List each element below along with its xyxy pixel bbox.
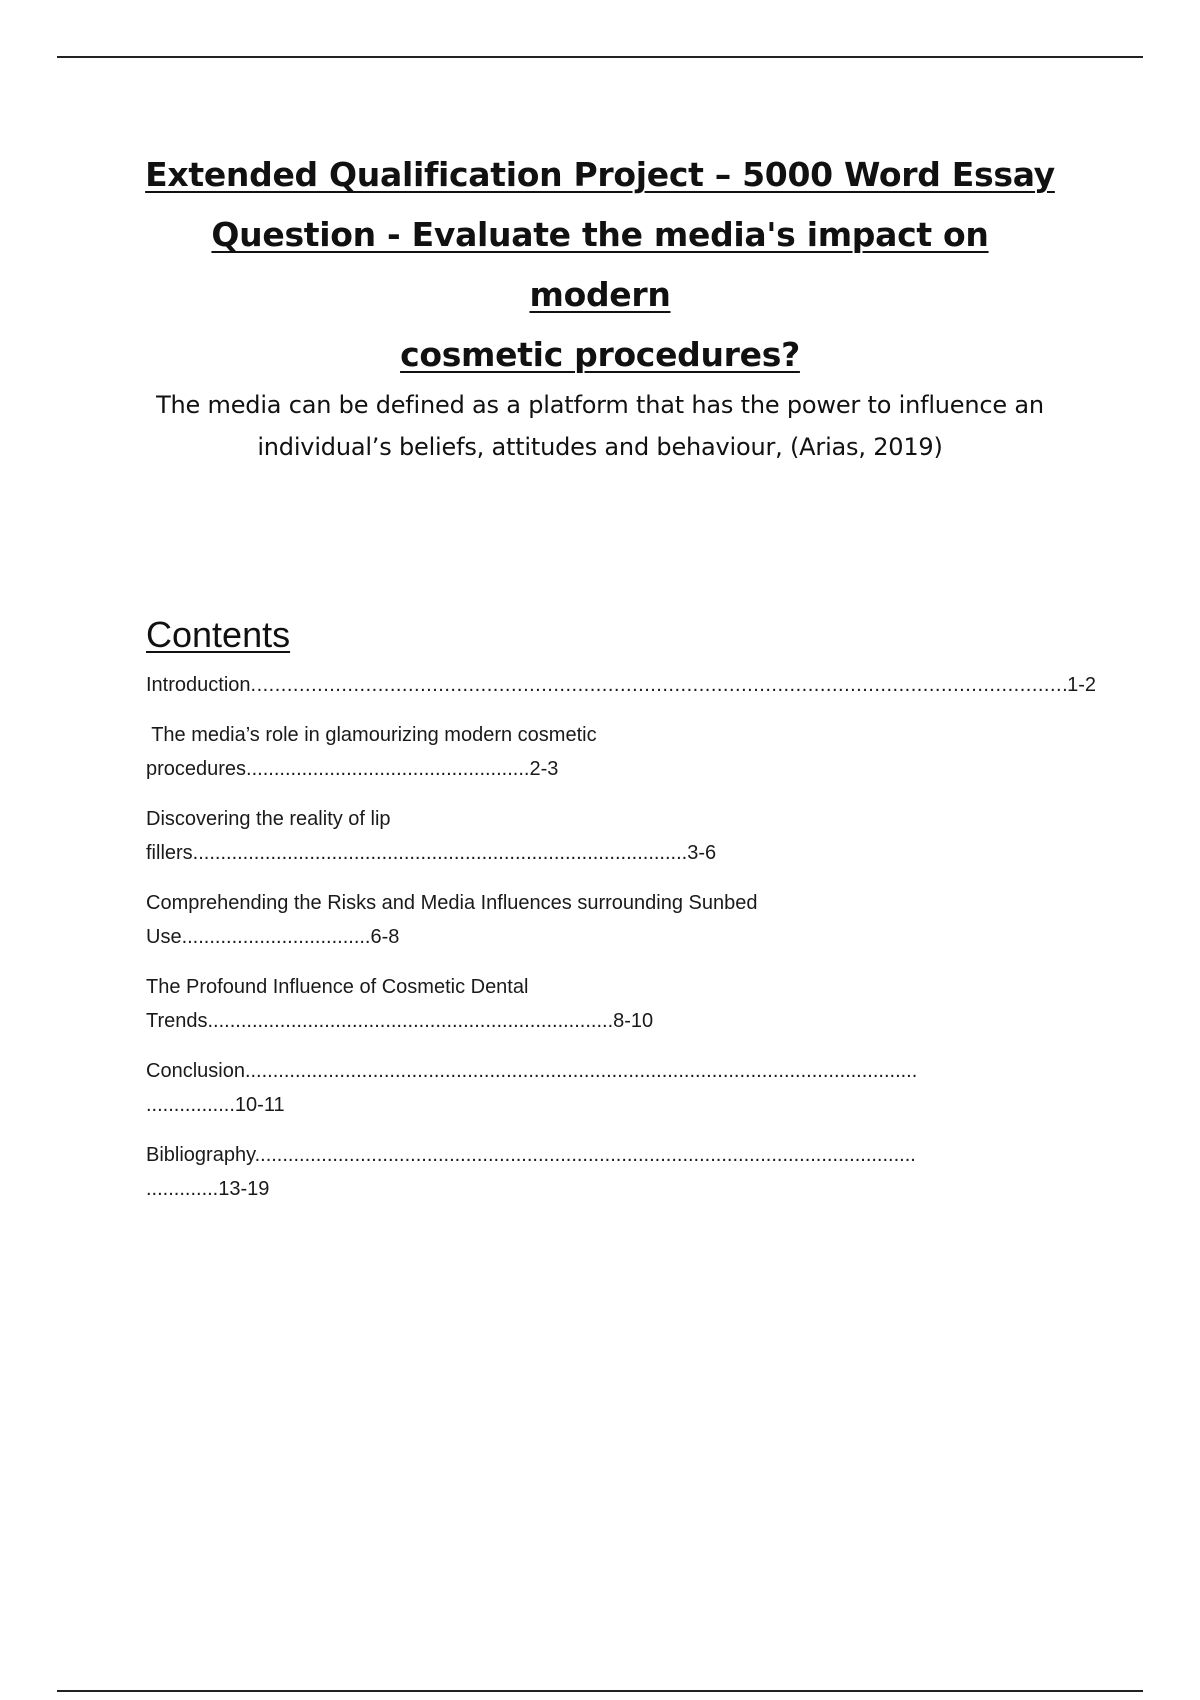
title-line-1: Extended Qualification Project – 5000 Word Essay — [145, 155, 1055, 194]
toc-entry-dental[interactable] — [146, 970, 1096, 1038]
intro-definition — [140, 384, 1060, 468]
toc-lip-fillers-line-1: Discovering the reality of lip — [146, 808, 391, 830]
toc-conclusion-line-1: Conclusion......................................................................................................................... — [146, 1060, 918, 1082]
toc-glamourizing-line-1: The media’s role in glamourizing modern cosmetic — [146, 724, 597, 746]
toc-sunbed-line-1: Comprehending the Risks and Media Influences surrounding Sunbed — [146, 892, 758, 914]
toc-introduction-pages: 1-2 — [1067, 674, 1096, 696]
toc-entry-glamourizing[interactable] — [146, 718, 1096, 786]
essay-title — [140, 145, 1060, 385]
bottom-rule — [57, 1690, 1143, 1692]
toc-glamourizing-line-2: procedures...................................................2-3 — [146, 758, 559, 780]
toc-dental-line-1: The Profound Influence of Cosmetic Dental — [146, 976, 529, 998]
toc-lip-fillers-line-2: fillers.........................................................................................3-6 — [146, 842, 717, 864]
toc-bibliography-line-2: .............13-19 — [146, 1178, 270, 1200]
toc-bibliography-line-1: Bibliography....................................................................................................................... — [146, 1144, 916, 1166]
toc-entry-introduction[interactable] — [146, 668, 1096, 702]
contents-heading[interactable]: Contents — [146, 614, 291, 655]
table-of-contents — [146, 668, 1096, 1222]
toc-sunbed-line-2: Use..................................6-8 — [146, 926, 400, 948]
toc-entry-conclusion[interactable] — [146, 1054, 1096, 1122]
title-line-2: Question - Evaluate the media's impact on modern — [211, 215, 989, 314]
toc-introduction-label: Introduction — [146, 674, 251, 696]
toc-entry-sunbed[interactable] — [146, 886, 1096, 954]
intro-line-1: The media can be defined as a platform that has the power to influence an — [156, 391, 1044, 419]
toc-conclusion-line-2: ................10-11 — [146, 1094, 285, 1116]
toc-entry-lip-fillers[interactable] — [146, 802, 1096, 870]
top-rule — [57, 56, 1143, 58]
toc-entry-bibliography[interactable] — [146, 1138, 1096, 1206]
title-line-3: cosmetic procedures? — [400, 335, 800, 374]
toc-dental-line-2: Trends.........................................................................8-10 — [146, 1010, 654, 1032]
toc-dot-leader — [251, 668, 1068, 702]
intro-line-2: individual’s beliefs, attitudes and behaviour, (Arias, 2019) — [257, 433, 943, 461]
